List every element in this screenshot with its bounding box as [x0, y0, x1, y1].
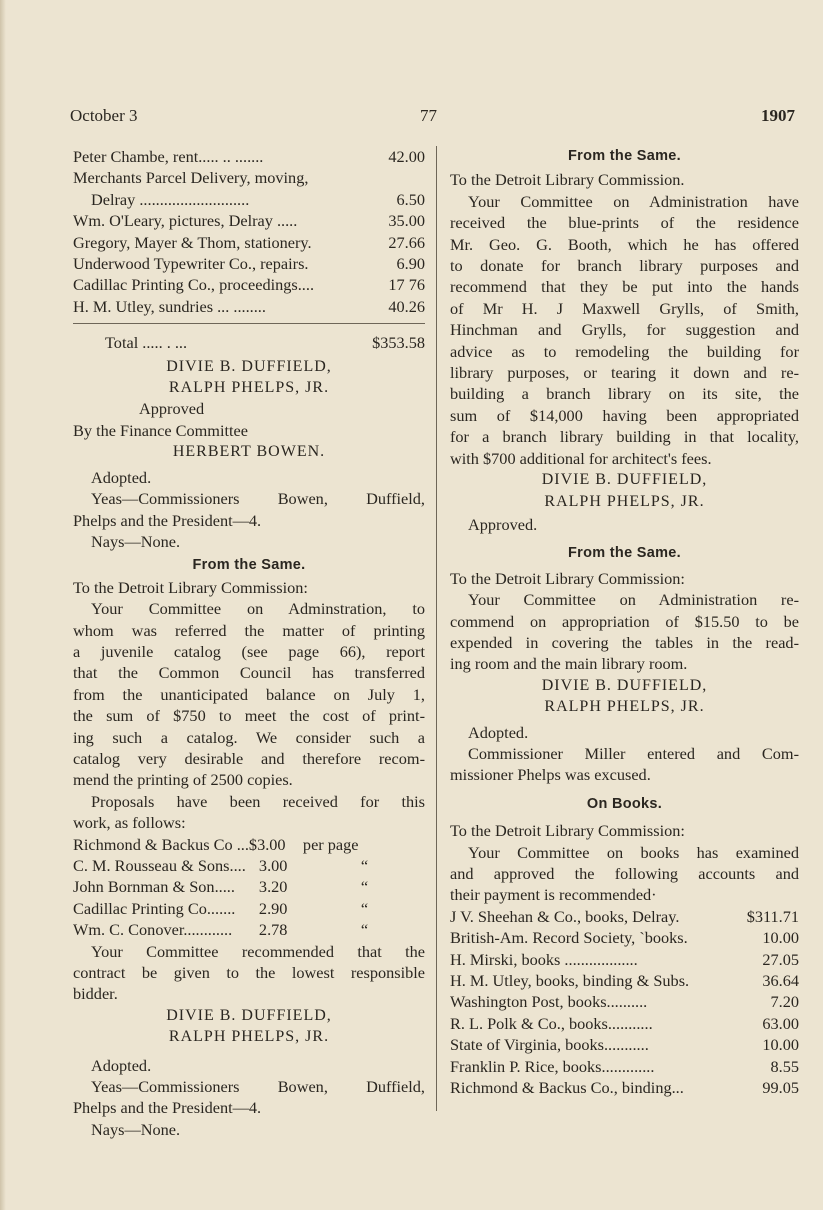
recommendation-text-cont: contract be given to the lowest responsible	[73, 963, 425, 983]
adopted-text: Adopted.	[91, 467, 152, 487]
adopted-text: Adopted.	[91, 1055, 152, 1075]
section-heading: On Books.	[586, 795, 663, 812]
paragraph-line: received the blue-prints of the residence	[450, 213, 799, 233]
bid-price: 3.20	[258, 877, 288, 897]
yeas-text-cont: Phelps and the President—4.	[73, 1098, 262, 1118]
book-account-row	[450, 927, 799, 948]
paragraph-line: catalog very desirable and therefore recom-	[73, 748, 425, 768]
header-page-number: 77	[420, 106, 437, 125]
bidder-name: C. M. Rousseau & Sons....	[73, 856, 246, 875]
total-amount: $353.58	[372, 333, 425, 353]
section-heading: From the Same.	[568, 545, 681, 562]
paragraph-line: a juvenile catalog (see page 66), report	[73, 641, 425, 661]
bid-price: 2.90	[258, 898, 288, 918]
signature-phelps: RALPH PHELPS, JR.	[168, 1028, 330, 1046]
bidder-name: Richmond & Backus Co ...	[73, 834, 249, 854]
paragraph-line: ing such a catalog. We consider such a	[73, 727, 425, 747]
bid-price: 3.00	[258, 856, 288, 875]
nays-text: Nays—None.	[91, 1119, 181, 1139]
signature-duffield: DIVIE B. DUFFIELD,	[166, 357, 332, 375]
signature-duffield: DIVIE B. DUFFIELD,	[541, 471, 708, 489]
account-label: Merchants Parcel Delivery, moving,	[73, 168, 309, 188]
bidder-name: Cadillac Printing Co.......	[73, 898, 236, 918]
signature-duffield: DIVIE B. DUFFIELD,	[541, 676, 708, 694]
addressee: To the Detroit Library Commission:	[450, 821, 685, 841]
total-label: Total ..... . ...	[105, 333, 188, 353]
book-account-amount: 8.55	[770, 1056, 799, 1076]
recommendation-text-end: bidder.	[73, 984, 118, 1004]
paragraph-line: expended in covering the tables in the read-	[450, 632, 799, 652]
miller-text: Commissioner Miller entered and Com-	[468, 743, 799, 763]
book-account-row	[450, 1013, 799, 1034]
account-row	[73, 232, 425, 253]
paragraph-line: Your Committee on Administration re-	[468, 590, 799, 610]
account-amount: 6.50	[396, 189, 425, 209]
paragraph-line: for a branch library building in that locality,	[450, 427, 799, 447]
book-account-amount: 63.00	[762, 1013, 799, 1033]
book-account-row	[450, 991, 799, 1012]
bidder-name: Wm. C. Conover............	[73, 920, 233, 940]
account-row	[73, 189, 425, 210]
bids-table	[73, 834, 425, 941]
addressee: To the Detroit Library Commission:	[73, 577, 308, 597]
paragraph-line: mend the printing of 2500 copies.	[73, 770, 293, 790]
total-rule	[73, 323, 425, 324]
recommendation-text: Your Committee recommended that the	[91, 941, 425, 961]
bid-unit: “	[360, 920, 369, 940]
bid-unit: per page	[302, 834, 359, 854]
proposals-text-cont: work, as follows:	[73, 813, 186, 833]
paragraph-line: Your Committee on Adminstration, to	[91, 599, 425, 619]
section-heading: From the Same.	[568, 148, 681, 164]
paragraph-line: sum of $14,000 having been appropriated	[450, 405, 799, 425]
account-label: Delray ...........................	[91, 189, 250, 209]
book-account-label: Franklin P. Rice, books.............	[450, 1056, 655, 1076]
book-account-amount: 10.00	[762, 928, 799, 948]
approved-text: Approved.	[468, 514, 538, 534]
bid-unit: “	[360, 856, 369, 875]
paragraph-line: Mr. Geo. G. Booth, which he has offered	[450, 234, 799, 254]
paragraph-line: Your Committee on books has examined	[468, 842, 799, 862]
book-account-amount: 99.05	[762, 1078, 799, 1098]
page-binding-edge	[0, 0, 6, 1210]
paragraph-line: ing room and the main library room.	[450, 654, 688, 674]
paragraph-line: Hinchman and Grylls, for suggestion and	[450, 320, 799, 340]
book-account-row	[450, 1056, 799, 1077]
book-account-row	[450, 970, 799, 991]
account-row	[73, 146, 425, 167]
paragraph-line: from the unanticipated balance on July 1,	[73, 684, 425, 704]
header-date: October 3	[70, 106, 138, 125]
nays-text: Nays—None.	[91, 531, 181, 551]
account-label: Wm. O'Leary, pictures, Delray .....	[73, 211, 298, 231]
accounts-list	[73, 146, 425, 317]
column-divider	[436, 146, 437, 1111]
right-column	[450, 146, 799, 1098]
account-label: Peter Chambe, rent..... .. .......	[73, 147, 264, 166]
signature-phelps: RALPH PHELPS, JR.	[168, 379, 330, 397]
book-account-label: Washington Post, books..........	[450, 992, 648, 1012]
account-amount: 17 76	[388, 275, 425, 295]
account-amount: 40.26	[388, 296, 425, 316]
paragraph-line: whom was referred the matter of printing	[73, 620, 425, 640]
bid-price: $3.00	[248, 834, 286, 854]
signature-bowen: HERBERT BOWEN.	[172, 443, 326, 461]
book-account-amount: 36.64	[762, 971, 799, 991]
account-amount: 42.00	[388, 147, 425, 166]
paragraph-line: with $700 additional for architect's fees.	[450, 448, 712, 468]
bid-price: 2.78	[258, 920, 288, 940]
books-list	[450, 906, 799, 1099]
account-row	[73, 210, 425, 231]
book-account-label: British-Am. Record Society, ˋbooks.	[450, 928, 688, 948]
account-amount: 6.90	[396, 254, 425, 274]
finance-committee-text: By the Finance Committee	[73, 420, 248, 440]
account-label: Underwood Typewriter Co., repairs.	[73, 254, 309, 274]
book-account-label: H. M. Utley, books, binding & Subs.	[450, 971, 690, 991]
signature-phelps: RALPH PHELPS, JR.	[544, 698, 705, 716]
paragraph-line: recommend that they be put into the hands	[450, 277, 799, 297]
paragraph-line: advice as to remodeling the building for	[450, 341, 799, 361]
total-row	[73, 332, 425, 353]
left-column	[73, 146, 425, 1140]
account-label: Gregory, Mayer & Thom, stationery.	[73, 232, 312, 252]
paragraph-line: Your Committee on Administration have	[468, 191, 799, 211]
bidder-name: John Bornman & Son.....	[73, 877, 235, 897]
account-amount: 27.66	[388, 232, 425, 252]
book-account-amount: 10.00	[762, 1035, 799, 1055]
book-account-row	[450, 949, 799, 970]
paragraph-line: commend on appropriation of $15.50 to be	[450, 611, 799, 631]
header-year: 1907	[761, 106, 795, 125]
account-row	[73, 253, 425, 274]
account-row	[73, 274, 425, 295]
account-label: H. M. Utley, sundries ... ........	[73, 296, 266, 316]
paragraph-line: the sum of $750 to meet the cost of print-	[73, 706, 425, 726]
book-account-amount: $311.71	[746, 906, 799, 926]
book-account-label: R. L. Polk & Co., books...........	[450, 1013, 653, 1033]
paragraph-line: to donate for branch library purposes and	[450, 256, 799, 276]
book-account-label: H. Mirski, books ..................	[450, 949, 638, 969]
signature-duffield: DIVIE B. DUFFIELD,	[166, 1006, 332, 1024]
book-account-label: J V. Sheehan & Co., books, Delray.	[450, 906, 680, 926]
proposals-text: Proposals have been received for this	[91, 791, 425, 811]
bid-unit: “	[360, 877, 369, 897]
book-account-row	[450, 1077, 799, 1098]
approved-text: Approved	[139, 399, 205, 419]
book-account-label: State of Virginia, books...........	[450, 1035, 649, 1055]
book-account-amount: 7.20	[770, 992, 799, 1012]
account-amount: 35.00	[388, 211, 425, 231]
addressee: To the Detroit Library Commission.	[450, 170, 685, 190]
paragraph-line: building a branch library on its site, the	[450, 384, 799, 404]
book-account-label: Richmond & Backus Co., binding...	[450, 1078, 684, 1098]
account-label: Cadillac Printing Co., proceedings....	[73, 275, 315, 295]
miller-text-cont: missioner Phelps was excused.	[450, 765, 651, 785]
paragraph-line: their payment is recommended·	[450, 885, 657, 905]
addressee: To the Detroit Library Commission:	[450, 568, 685, 588]
bid-unit: “	[360, 898, 369, 918]
account-row	[73, 167, 425, 188]
paragraph-line: of Mr H. J Maxwell Grylls, of Smith,	[450, 298, 799, 318]
account-row	[73, 296, 425, 317]
book-account-row	[450, 1034, 799, 1055]
section-heading: From the Same.	[192, 557, 306, 574]
paragraph-line: and approved the following accounts and	[450, 864, 799, 883]
signature-phelps: RALPH PHELPS, JR.	[544, 492, 705, 510]
book-account-row	[450, 906, 799, 927]
yeas-text: Yeas—Commissioners Bowen, Duffield,	[91, 1077, 425, 1097]
yeas-text: Yeas—Commissioners Bowen, Duffield,	[91, 489, 425, 509]
paragraph-line: that the Common Council has transferred	[73, 663, 425, 683]
paragraph-line: library purposes, or tearing it down and re-	[450, 363, 799, 383]
adopted-text: Adopted.	[468, 722, 529, 742]
book-account-amount: 27.05	[762, 949, 799, 969]
yeas-text-cont: Phelps and the President—4.	[73, 510, 262, 530]
